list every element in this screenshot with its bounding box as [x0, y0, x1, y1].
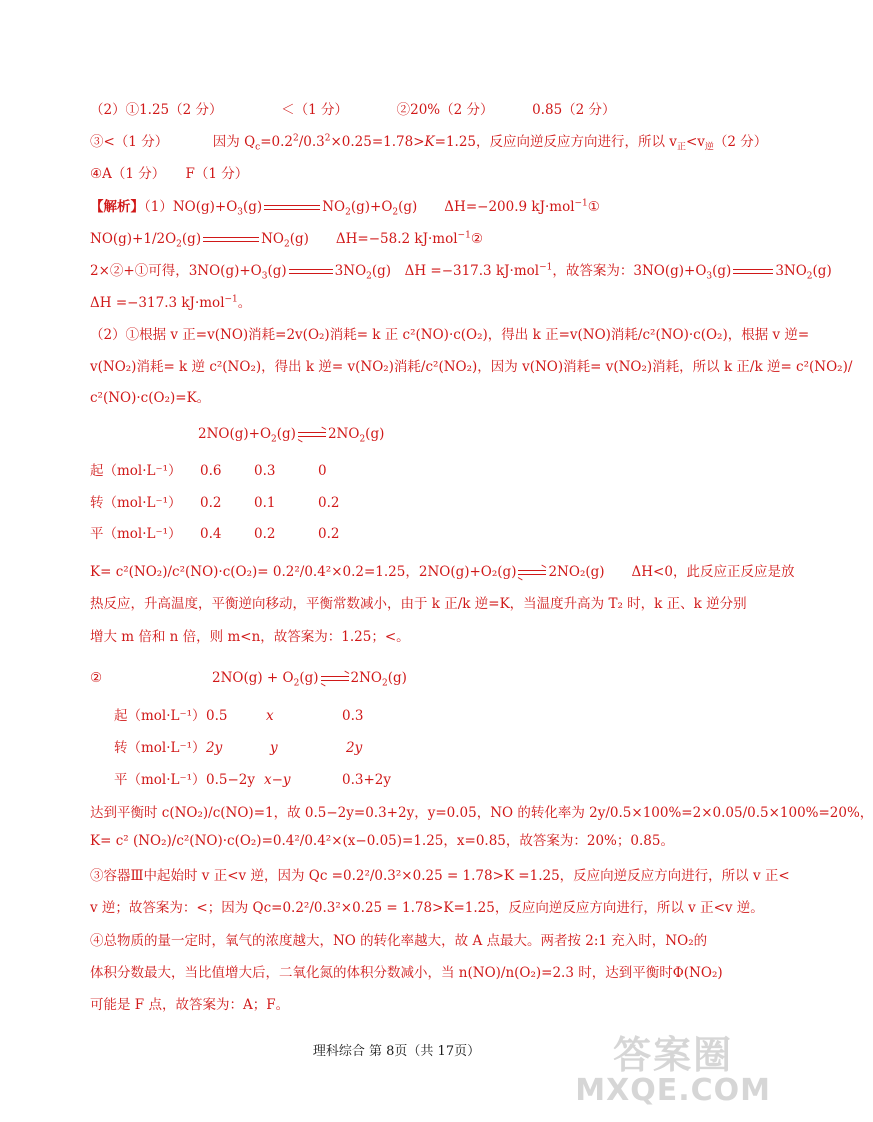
k-line-1	[90, 562, 794, 582]
equal-arrow-icon	[264, 204, 320, 212]
answer-2-zheng: 正	[676, 142, 686, 153]
equal-arrow-icon	[289, 268, 333, 276]
final-line-4	[90, 898, 764, 918]
table1-eq-left: 2NO(g)+O	[198, 426, 272, 442]
reversible-arrow-icon	[298, 430, 326, 440]
table2-row-label: 转（mol·L⁻¹）	[114, 740, 206, 756]
table2-cell: x	[266, 708, 274, 724]
k-line-3	[90, 627, 410, 647]
table2-row-label: 起（mol·L⁻¹）	[114, 708, 206, 724]
analysis-l1-f: ①	[587, 199, 600, 215]
reversible-arrow-icon	[321, 674, 349, 684]
final-line-6	[90, 963, 723, 983]
analysis-line-3: 2×②+①可得，$3NO(g)+O_3(g)$ $3NO_2(g)$ ΔH =−317.3 kJ·mol$^{-1}$，故答案为：$3NO(g)+O_3(g)$ $3NO_2(g)$	[90, 262, 832, 282]
table2-marker-text: ②	[90, 670, 103, 686]
analysis-l3-h: (g)	[812, 263, 832, 279]
table2-cell: 0.3	[342, 708, 364, 724]
watermark-url: MXQE.COM	[575, 1073, 771, 1108]
table1-cell: 0.2	[254, 526, 276, 542]
analysis-l1-e: (g) ΔH=−200.9 kJ·mol	[398, 199, 575, 215]
k-l1-b: 2NO₂(g) ΔH<0，此反应正反应是放	[548, 564, 795, 580]
k-l3: 增大 m 倍和 n 倍，则 m<n，故答案为：1.25；<。	[90, 629, 410, 645]
answer-1-c: 0.85（2 分）	[532, 102, 616, 118]
final-l6: 体积分数最大，当比值增大后，二氧化氮的体积分数减小，当 n(NO)/n(O₂)=2.3 时，达到平衡时Φ(NO₂)	[90, 965, 723, 981]
analysis-l3-c: 3NO	[334, 263, 367, 279]
table2-eq-mid: (g)	[299, 670, 319, 686]
analysis-p2-line-2	[90, 357, 852, 377]
table2-cell: 0.5−2y	[206, 772, 255, 788]
table2-eq-end: (g)	[387, 670, 407, 686]
analysis-l1-c: NO	[322, 199, 346, 215]
analysis-l2-d: (g) ΔH=−58.2 kJ·mol	[289, 231, 458, 247]
analysis-p2-l3: c²(NO)·c(O₂)=K。	[90, 390, 211, 406]
equal-arrow-icon	[733, 268, 773, 276]
table1-cell: 0.3	[254, 463, 276, 479]
answer-2-k: K	[424, 134, 435, 150]
table2-row-label: 平（mol·L⁻¹）	[114, 772, 206, 788]
final-l4: v 逆；故答案为：<；因为 Qc=0.2²/0.3²×0.25 = 1.78>K=1.25，反应向逆反应方向进行，所以 v 正<v 逆。	[90, 900, 764, 916]
analysis-l1-a: （1）NO(g)+O	[144, 199, 238, 215]
equal-arrow-icon	[203, 236, 259, 244]
table2-cell: 0.5	[206, 708, 228, 724]
analysis-l4-end: 。	[237, 295, 252, 311]
watermark	[575, 1024, 771, 1108]
answer-2-lt: <v	[685, 134, 705, 150]
table1-cell: 0.2	[318, 495, 340, 511]
analysis-line-4: ΔH =−317.3 kJ·mol$^{-1}$。	[90, 294, 252, 311]
table1-eq-end: (g)	[365, 426, 385, 442]
table2-cell: x−y	[264, 772, 291, 788]
final-line-1	[90, 803, 873, 823]
analysis-l1-d: (g)+O	[350, 199, 393, 215]
table2-eq-right: 2NO	[350, 670, 383, 686]
page-footer: 理科综合 第 8页（共 17页）	[312, 1044, 481, 1059]
table2-marker	[90, 668, 102, 688]
table1-cell: 0.2	[318, 526, 340, 542]
final-l3: ③容器Ⅲ中起始时 v 正<v 逆，因为 Qc =0.2²/0.3²×0.25 = 1.78>K =1.25，反应向逆反应方向进行，所以 v 正<	[90, 868, 790, 884]
table1-cell: 0.1	[254, 495, 276, 511]
table1-cell: 0.4	[200, 526, 222, 542]
answer-3-text: ④A（1 分） F（1 分）	[90, 166, 249, 182]
analysis-l3-a: 2×②+①可得，3NO(g)+O	[90, 263, 262, 279]
analysis-l1-b: (g)	[243, 199, 263, 215]
answer-line-2: ③<（1 分） 因为 $Q_c=0.2^2/0.3^2\times 0.25=1.78>K=1.25$，反应向逆反应方向进行，所以 $v_正<v_逆(2$ 分）	[90, 133, 768, 153]
table1-eq-mid: (g)	[276, 426, 296, 442]
analysis-l2-c: NO	[261, 231, 284, 247]
table2-cell: 2y	[346, 740, 363, 756]
analysis-l2-a: NO(g)+1/2O	[90, 231, 177, 247]
final-line-2	[90, 831, 674, 851]
answer-2-ni: 逆	[704, 142, 714, 153]
final-line-3	[90, 866, 790, 886]
analysis-line-1: 【解析】$(1)NO(g)+O_3(g)$ $NO_2(g)+O_2(g)$ ΔH=−200.9 kJ·mol$^{-1}$①	[90, 198, 600, 218]
answer-2-score: （2 分）	[713, 134, 768, 150]
analysis-line-2: $NO(g)+1/2O_2(g)$ $NO_2(g)$ ΔH=−58.2 kJ·mol$^{-1}$②	[90, 230, 483, 250]
answer-2-q-sub: c	[255, 142, 261, 153]
analysis-p2-l2: v(NO₂)消耗= k 逆 c²(NO₂)，得出 k 逆= v(NO₂)消耗/c²(NO₂)，因为 v(NO)消耗= v(NO₂)消耗，所以 k 正/k 逆= c²(NO₂)/	[90, 359, 853, 375]
table1-row-label: 转（mol·L⁻¹）	[90, 495, 182, 511]
table1-cell: 0.6	[200, 463, 222, 479]
answer-2-q: 因为 Q	[212, 134, 256, 150]
analysis-l3-g: 3NO	[775, 263, 807, 279]
final-line-5	[90, 931, 707, 951]
final-line-7	[90, 995, 289, 1015]
answer-2-rest: /0.3	[298, 134, 325, 150]
table1-cell: 0.2	[200, 495, 222, 511]
table2-cell: 2y	[206, 740, 223, 756]
table1-eq-right: 2NO	[327, 426, 360, 442]
table2-equation: $2NO(g) + O_2(g)$ $2NO_2(g)$	[212, 670, 407, 689]
table1-cell: 0	[318, 463, 327, 479]
table1-row-label: 起（mol·L⁻¹）	[90, 463, 182, 479]
table1-equation: $2NO(g)+O_2(g)$ $2NO_2(g)$	[198, 426, 385, 445]
analysis-tag: 【解析】	[90, 199, 144, 215]
analysis-l4: ΔH =−317.3 kJ·mol	[90, 295, 225, 311]
answer-2-rest2: ×0.25=1.78>	[330, 134, 425, 150]
analysis-p2-line-1	[90, 325, 809, 345]
table2-cell: 0.3+2y	[342, 772, 391, 788]
final-l2: K= c² (NO₂)/c²(NO)·c(O₂)=0.4²/0.4²×(x−0.05)=1.25，x=0.85，故答案为：20%；0.85。	[90, 833, 674, 849]
analysis-p2-l1: （2）①根据 v 正=v(NO)消耗=2v(O₂)消耗= k 正 c²(NO)·c(O₂)，得出 k 正=v(NO)消耗/c²(NO)·c(O₂)，根据 v 逆=	[90, 327, 810, 343]
analysis-l2-b: (g)	[181, 231, 202, 247]
analysis-l3-d: (g) ΔH =−317.3 kJ·mol	[371, 263, 540, 279]
answer-1-a: ＜（1 分）	[281, 102, 349, 118]
table1-row-label: 平（mol·L⁻¹）	[90, 526, 182, 542]
k-l1: K= c²(NO₂)/c²(NO)·c(O₂)= 0.2²/0.4²×0.2=1.25，2NO(g)+O₂(g)	[90, 564, 517, 580]
table2-cell: y	[270, 740, 278, 756]
k-line-2	[90, 594, 747, 614]
reversible-arrow-icon	[518, 568, 546, 578]
answer-1-label: （2）①1.25（2 分）	[90, 102, 223, 118]
watermark-logo: 答案圈	[613, 1033, 734, 1077]
final-l5: ④总物质的量一定时，氧气的浓度越大，NO 的转化率越大，故 A 点最大。两者按 2:1 充入时，NO₂的	[90, 933, 708, 949]
final-l1: 达到平衡时 c(NO₂)/c(NO)=1，故 0.5−2y=0.3+2y，y=0.05，NO 的转化率为 2y/0.5×100%=2×0.05/0.5×100%=20%，	[90, 805, 873, 821]
answer-2-part1: ③<（1 分）	[90, 134, 169, 150]
answer-line-3	[90, 164, 248, 184]
analysis-l3-f: (g)	[712, 263, 732, 279]
answer-line-1	[90, 100, 616, 120]
answer-1-b: ②20%（2 分）	[396, 102, 494, 118]
analysis-l2-e: ②	[470, 231, 483, 247]
analysis-l3-e: ，故答案为：3NO(g)+O	[552, 263, 707, 279]
table2-eq-left: 2NO(g) + O	[212, 670, 294, 686]
answer-2-mid: =0.2	[260, 134, 293, 150]
analysis-p2-line-3	[90, 388, 210, 408]
analysis-l3-b: (g)	[267, 263, 287, 279]
k-l2: 热反应，升高温度，平衡逆向移动，平衡常数减小，由于 k 正/k 逆=K，当温度升高为 T₂ 时，k 正、k 逆分别	[90, 596, 747, 612]
answer-2-part3: =1.25，反应向逆反应方向进行，所以 v	[434, 134, 677, 150]
final-l7: 可能是 F 点，故答案为：A；F。	[90, 997, 290, 1013]
